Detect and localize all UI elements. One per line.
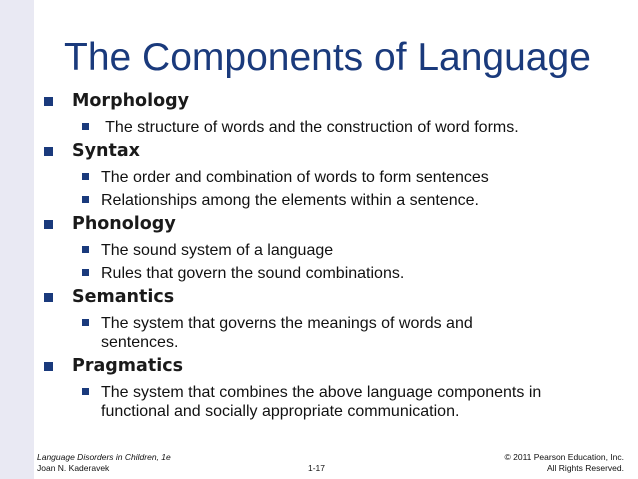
footer-page-number: 1-17 [308, 463, 326, 473]
square-bullet-icon [44, 97, 53, 106]
footer-book-title: Language Disorders in Children, 1e [37, 452, 171, 462]
sub-bullet [0, 115, 638, 138]
sub-bullet-text: The sound system of a language [101, 242, 334, 259]
bullet-heading: Phonology [72, 214, 176, 234]
footer-copyright-line: © 2011 Pearson Education, Inc. [504, 452, 624, 462]
square-bullet-icon [82, 173, 89, 180]
square-bullet-icon [82, 319, 89, 326]
sub-bullet [0, 311, 521, 353]
bullet-morphology [0, 88, 638, 115]
footer-copyright [504, 452, 624, 474]
square-bullet-icon [44, 362, 53, 371]
footer-rights-line: All Rights Reserved. [546, 463, 624, 473]
sub-bullet-text: The system that governs the meanings of words and sentences. [101, 315, 473, 351]
square-bullet-icon [82, 269, 89, 276]
footer-author: Joan N. Kaderavek [37, 463, 110, 473]
bullet-heading: Syntax [72, 141, 140, 161]
sub-bullet-text: Rules that govern the sound combinations. [101, 265, 405, 282]
sub-bullet [0, 188, 638, 211]
bullet-heading: Morphology [72, 91, 190, 111]
bullet-heading: Pragmatics [72, 356, 183, 376]
sub-bullet-text: The structure of words and the construction of word forms. [101, 119, 519, 136]
bullet-pragmatics [0, 353, 638, 380]
sub-bullet-text: The system that combines the above language components in functional and socially appropriate communication. [101, 384, 542, 420]
bullet-heading: Semantics [72, 287, 175, 307]
sub-bullet [0, 238, 638, 261]
square-bullet-icon [82, 123, 89, 130]
bullet-list [0, 88, 638, 422]
sub-bullet [0, 380, 596, 422]
footer-book-info [37, 452, 171, 474]
square-bullet-icon [82, 196, 89, 203]
bullet-phonology [0, 211, 638, 238]
slide-title: The Components of Language [64, 36, 591, 79]
sub-bullet-text: Relationships among the elements within a sentence. [101, 192, 479, 209]
bullet-semantics [0, 284, 638, 311]
sub-bullet [0, 261, 638, 284]
sub-bullet-text: The order and combination of words to form sentences [101, 169, 489, 186]
square-bullet-icon [44, 293, 53, 302]
sub-bullet [0, 165, 638, 188]
square-bullet-icon [82, 388, 89, 395]
square-bullet-icon [82, 246, 89, 253]
bullet-syntax [0, 138, 638, 165]
square-bullet-icon [44, 147, 53, 156]
square-bullet-icon [44, 220, 53, 229]
